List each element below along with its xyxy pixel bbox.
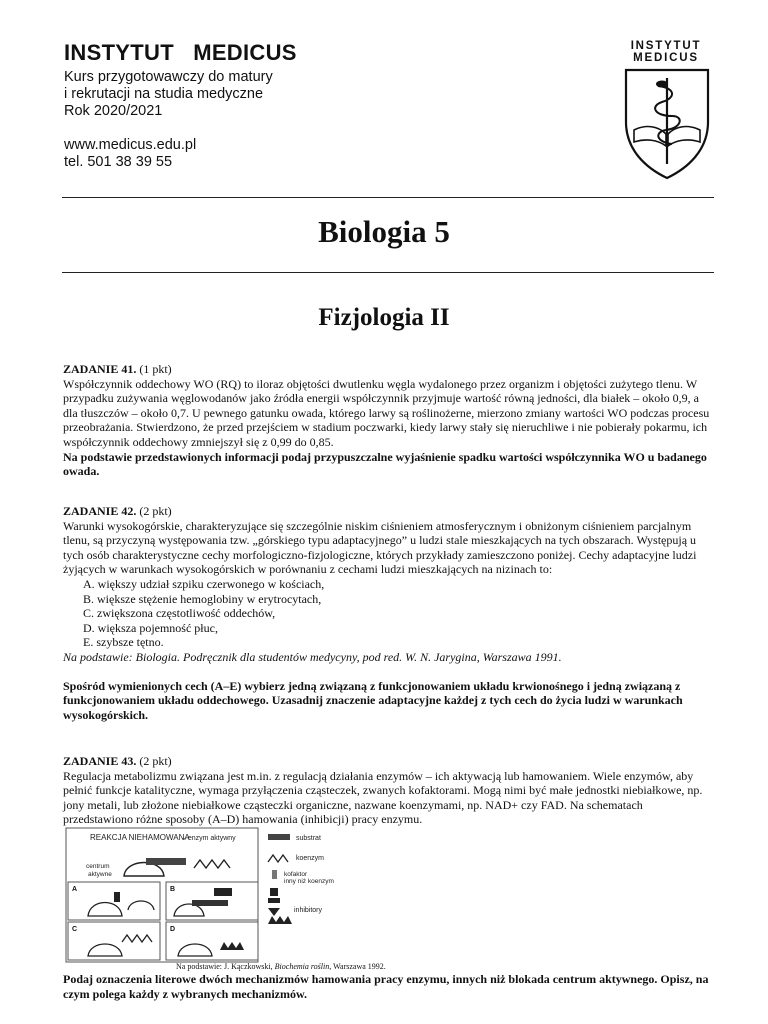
shield-caduceus-icon (622, 68, 712, 180)
section-title: Fizjologia II (318, 304, 450, 331)
task-points: (2 pkt) (139, 504, 172, 518)
task-label: ZADANIE 42. (63, 504, 137, 518)
legend-cofactor: kofaktor (284, 871, 308, 878)
header-line-1: Kurs przygotowawczy do matury (64, 69, 273, 85)
legend-inhibitors: inhibitory (294, 907, 323, 914)
institute-name: INSTYTUT MEDICUS (64, 40, 297, 65)
list-item: A. większy udział szpiku czerwonego w kościach, (83, 576, 325, 591)
task-41 (63, 362, 713, 479)
task-text: Regulacja metabolizmu związana jest m.in. z regulacją działania enzymów – ich aktywacją lub hamowaniem. Wiele enzymów, aby pełnić funkcje katalityczne, wymaga przyłączenia cząsteczek, zwanych kofaktorami. Mogą nimi być małe jednostki niebiałkowe, np. jony metali, lub złożone niebiałkowe cząsteczki organiczne, nazwane koenzymami, np. NAD+ czy FAD. Na schematach przedstawiono różne sposoby (A–D) hamowania (inhibicji) pracy enzymu. (63, 768, 703, 827)
enzyme-inhibition-diagram (64, 826, 364, 966)
legend-cofactor: inny niż koenzym (284, 878, 334, 885)
task-points: (2 pkt) (139, 754, 172, 768)
header-line-2: i rekrutacji na studia medyczne (64, 86, 264, 102)
task-text: Warunki wysokogórskie, charakteryzujące się szczególnie niskim ciśnieniem atmosferycznym i obniżonym ciśnieniem parcjalnym tlenu, są przyczyną występowania tzw. „górskiego typu adaptacyjnego” u ludzi stale mieszkających na tych obszarach. Występują u tych osób charakterystyczne cechy morfologiczno-fizjologiczne, których przykłady zamieszczono poniżej. Cechy adaptacyjne ludzi żyjących w warunkach wysokogórskich w porównaniu z cechami ludzi mieszkających na nizinach to: (63, 518, 697, 577)
header-phone: tel. 501 38 39 55 (64, 154, 173, 170)
panel-d-label: D (170, 926, 176, 933)
task-points: (1 pkt) (139, 362, 172, 376)
logo-text: INSTYTUT MEDICUS (630, 40, 702, 64)
institute-logo (616, 40, 716, 180)
header-website[interactable]: www.medicus.edu.pl (64, 137, 197, 153)
list-item: E. szybsze tętno. (83, 635, 164, 650)
diagram-center-label: centrum (86, 863, 110, 870)
diagram-active-enzyme: – enzym aktywny (182, 835, 236, 842)
trait-list (63, 577, 713, 650)
list-item: D. większa pojemność płuc, (83, 620, 218, 635)
header-divider (62, 197, 714, 198)
diagram-center-label: aktywne (88, 871, 112, 878)
diagram-heading: REAKCJA NIEHAMOWANA (90, 833, 190, 842)
list-item: B. większe stężenie hemoglobiny w erytrocytach, (83, 591, 322, 606)
task-label: ZADANIE 41. (63, 362, 137, 376)
legend-substrate: substrat (296, 835, 321, 842)
list-item: C. zwiększona częstotliwość oddechów, (83, 606, 276, 621)
diagram-caption: Na podstawie: J. Kączkowski, Biochemia roślin, Warszawa 1992. (176, 962, 386, 971)
source-note: Na podstawie: Biologia. Podręcznik dla studentów medycyny, pod red. W. N. Jarygina, Warszawa 1991. (63, 649, 562, 664)
task-42 (63, 504, 713, 722)
task-text: Współczynnik oddechowy WO (RQ) to iloraz objętości dwutlenku węgla wydalonego przez organizm i objętości zużytego tlenu. W przypadku zużywania węglowodanów jako źródła energii współczynnik przyjmuje wartość równą jedności, dla białek – około 0,9, a dla tłuszczów – około 0,7. U pewnego gatunku owada, którego larwy są roślinożerne, mierzono zmiany wartości WO podczas procesu przeobrażania. Stwierdzono, że przed przejściem w stadium poczwarki, kiedy larwy stały się nieruchliwe i nie pobierały pokarmu, ich współczynnik oddechowy zmniejszył się z 0,99 do 0,85. (63, 376, 710, 449)
title-divider (62, 272, 714, 273)
task-label: ZADANIE 43. (63, 754, 137, 768)
task-question: Spośród wymienionych cech (A–E) wybierz jedną związaną z funkcjonowaniem układu krwionośnego i jedną związaną z funkcjonowaniem układu oddechowego. Uzasadnij znaczenie adaptacyjne każdej z tych cech do życia ludzi w warunkach wysokogórskich. (63, 678, 683, 722)
task-43 (63, 754, 713, 827)
panel-c-label: C (72, 926, 78, 933)
panel-b-label: B (170, 886, 176, 893)
task-question: Na podstawie przedstawionych informacji podaj przypuszczalne wyjaśnienie spadku wartości współczynnika WO u badanego owada. (63, 449, 707, 479)
task-question: Podaj oznaczenia literowe dwóch mechanizmów hamowania pracy enzymu, innych niż blokada centrum aktywnego. Opisz, na czym polega każdy z wybranych mechanizmów. (63, 972, 709, 1001)
header-year: Rok 2020/2021 (64, 103, 163, 119)
legend-coenzyme: koenzym (296, 855, 325, 862)
panel-a-label: A (72, 886, 78, 893)
page-title: Biologia 5 (318, 214, 450, 249)
